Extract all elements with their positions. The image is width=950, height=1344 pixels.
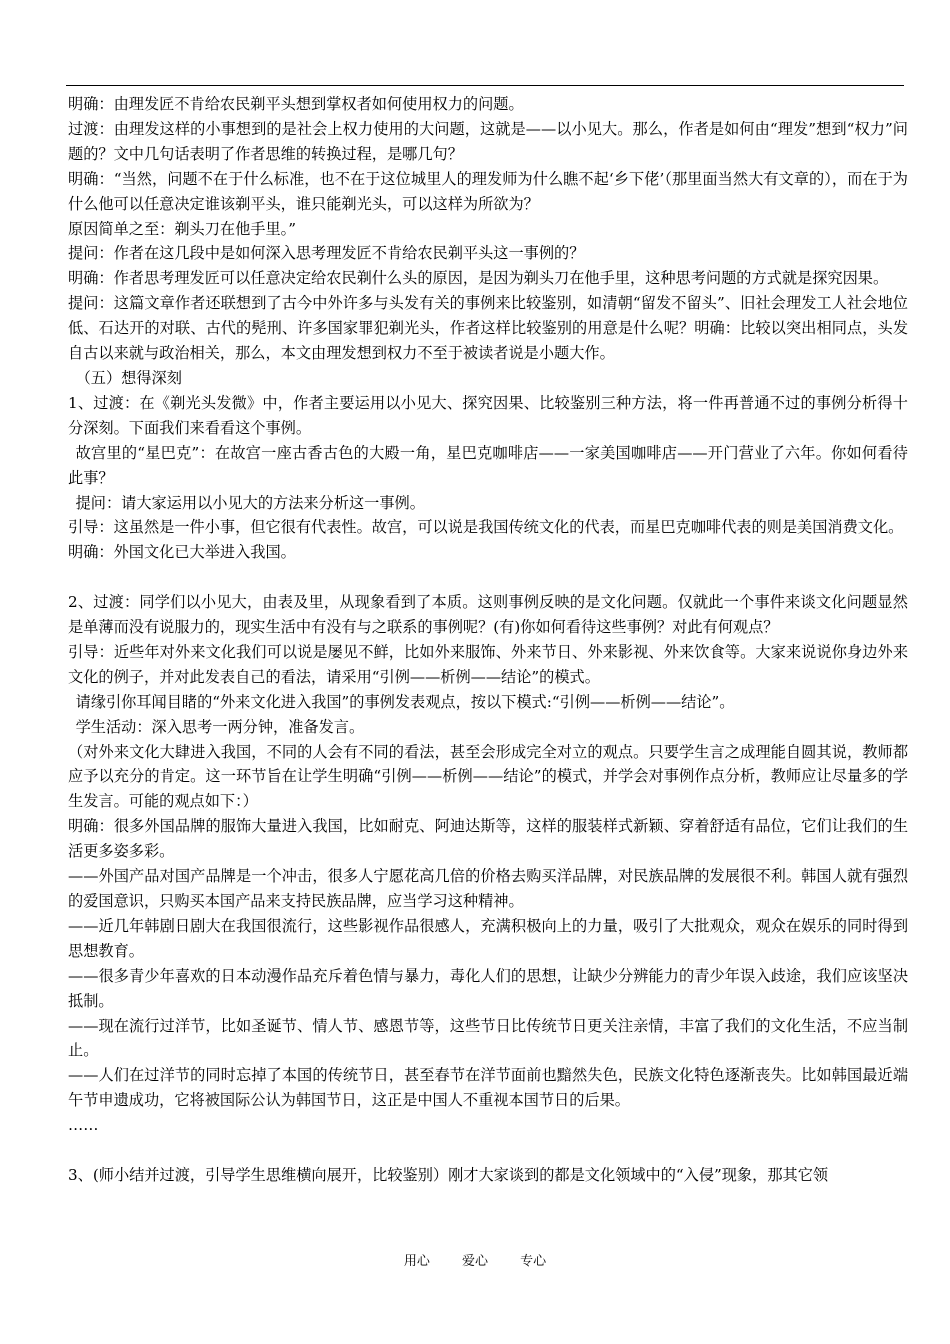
blank-line	[68, 1138, 908, 1163]
section-heading: （五）想得深刻	[75, 368, 182, 387]
body-text	[68, 92, 908, 1188]
paragraph: 提问：这篇文章作者还联想到了古今中外许多与头发有关的事例来比较鉴别，如清朝“留发不留头”、旧社会理发工人社会地位低、石达开的对联、古代的髡刑、许多国家罪犯剃光头，作者这样比较鉴别的用意是什么呢？明确：比较以突出相同点，头发自古以来就与政治相关，那么，本文由理发想到权力不至于被读者说是小题大作。	[68, 294, 908, 363]
footer-item: 用心	[403, 1254, 430, 1269]
blank-line	[68, 565, 908, 590]
paragraph: ——外国产品对国产品牌是一个冲击，很多人宁愿花高几倍的价格去购买洋品牌，对民族品牌的发展很不利。韩国人就有强烈的爱国意识，只购买本国产品来支持民族品牌，应当学习这种精神。	[68, 867, 908, 910]
paragraph: ——人们在过洋节的同时忘掉了本国的传统节日，甚至春节在洋节面前也黯然失色，民族文化特色逐渐丧失。比如韩国最近端午节申遗成功，它将被国际公认为韩国节日，这正是中国人不重视本国节日的后果。	[68, 1066, 908, 1110]
paragraph: 请缘引你耳闻目睹的“外来文化进入我国”的事例发表观点，按以下模式:“引例——析例——结论”。	[75, 692, 735, 711]
ellipsis-line: ……	[68, 1116, 99, 1135]
page-footer	[0, 1250, 950, 1269]
footer-item: 爱心	[461, 1254, 488, 1269]
paragraph: 引导：这虽然是一件小事，但它很有代表性。故宫，可以说是我国传统文化的代表，而星巴克咖啡代表的则是美国消费文化。	[68, 518, 904, 537]
paragraph: 学生活动：深入思考一两分钟，准备发言。	[75, 717, 365, 736]
paragraph: 提问：请大家运用以小见大的方法来分析这一事例。	[75, 493, 425, 512]
paragraph: （对外来文化大肆进入我国，不同的人会有不同的看法，甚至会形成完全对立的观点。只要学生言之成理能自圆其说，教师都应予以充分的肯定。这一环节旨在让学生明确“引例——析例——结论”的模式，并学会对事例作点分析，教师应让尽量多的学生发言。可能的观点如下：）	[68, 742, 908, 811]
paragraph: 提问：作者在这几段中是如何深入思考理发匠不肯给农民剃平头这一事例的？	[68, 244, 585, 263]
paragraph: 明确：外国文化已大举进入我国。	[68, 543, 296, 562]
paragraph: ——现在流行过洋节，比如圣诞节、情人节、感恩节等，这些节日比传统节日更关注亲情，丰富了我们的文化生活，不应当制止。	[68, 1016, 908, 1060]
paragraph: 2、过渡：同学们以小见大，由表及里，从现象看到了本质。这则事例反映的是文化问题。仅就此一个事件来谈文化问题显然是单薄而没有说服力的，现实生活中有没有与之联系的事例呢？(有)你如何看待这些事例？对此有何观点？	[68, 593, 908, 637]
paragraph: 明确：很多外国品牌的服饰大量进入我国，比如耐克、阿迪达斯等，这样的服装样式新颖、穿着舒适有品位，它们让我们的生活更多姿多彩。	[68, 817, 908, 861]
paragraph: ——近几年韩剧日剧大在我国很流行，这些影视作品很感人，充满积极向上的力量，吸引了大批观众，观众在娱乐的同时得到思想教育。	[68, 916, 908, 960]
paragraph: 明确：作者思考理发匠可以任意决定给农民剃什么头的原因，是因为剃头刀在他手里，这种思考问题的方式就是探究因果。	[68, 269, 889, 288]
paragraph: 原因简单之至：剃头刀在他手里。”	[68, 219, 296, 238]
paragraph: 明确：由理发匠不肯给农民剃平头想到掌权者如何使用权力的问题。	[68, 95, 524, 113]
paragraph: 故宫里的“星巴克”：在故宫一座古香古色的大殿一角，星巴克咖啡店——一家美国咖啡店——开门营业了六年。你如何看待此事？	[68, 443, 908, 487]
paragraph: 3、(师小结并过渡，引导学生思维横向展开，比较鉴别）刚才大家谈到的都是文化领域中的“入侵”现象，那其它领	[68, 1165, 829, 1184]
paragraph: 过渡：由理发这样的小事想到的是社会上权力使用的大问题，这就是——以小见大。那么，作者是如何由“理发”想到“权力”问题的？文中几句话表明了作者思维的转换过程，是哪几句？	[68, 119, 908, 163]
paragraph: 引导：近些年对外来文化我们可以说是屡见不鲜，比如外来服饰、外来节日、外来影视、外来饮食等。大家来说说你身边外来文化的例子，并对此发表自己的看法，请采用“引例——析例——结论”的模式。	[68, 642, 908, 686]
paragraph: 1、过渡：在《剃光头发微》中，作者主要运用以小见大、探究因果、比较鉴别三种方法，将一件再普通不过的事例分析得十分深刻。下面我们来看看这个事例。	[68, 393, 908, 437]
footer-item: 专心	[520, 1254, 547, 1269]
paragraph: ——很多青少年喜欢的日本动漫作品充斥着色情与暴力，毒化人们的思想，让缺少分辨能力的青少年误入歧途，我们应该坚决抵制。	[68, 966, 908, 1010]
header-rule	[66, 85, 904, 86]
paragraph: 明确：“当然，问题不在于什么标准，也不在于这位城里人的理发师为什么瞧不起‘乡下佬’（那里面当然大有文章的），而在于为什么他可以任意决定谁该剃平头，谁只能剃光头，可以这样为所欲为？	[68, 169, 908, 213]
